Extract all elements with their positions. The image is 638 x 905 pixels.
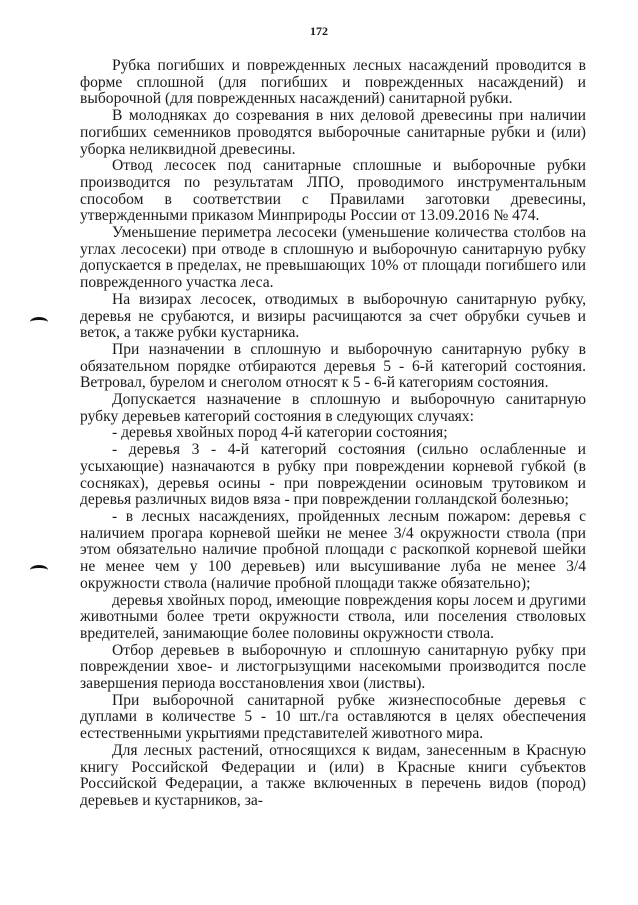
paragraph: Отвод лесосек под санитарные сплошные и выборочные рубки производится по результатам ЛПО, проводимого инструментальным способом в соответствии с Правилами заготовки древесины, утвержденными приказом Минприроды России от 13.09.2016 № 474. <box>80 157 586 225</box>
paragraph: При назначении в сплошную и выборочную санитарную рубку в обязательном порядке отбираются деревья 5 - 6-й категорий состояния. Ветровал, бурелом и снеголом относят к 5 - 6-й категориям состояния. <box>80 340 586 392</box>
paragraph: Для лесных растений, относящихся к видам, занесенным в Красную книгу Российской Федерации и (или) в Красные книги субъектов Российской Федерации, а также включенных в перечень видов (пород) деревьев и кустарников, за- <box>80 741 586 809</box>
punch-hole-mark-top <box>30 317 48 327</box>
list-item: - деревья 3 - 4-й категорий состояния (сильно ослабленные и усыхающие) назначаются в рубку при повреждении корневой губкой (в сосняках), деревья осины - при повреждении осиновым трутовиком и деревья различных видов вяза - при повреждении голландской болезнью; <box>80 441 586 509</box>
body-text <box>80 58 586 810</box>
page-number: 172 <box>310 24 328 38</box>
paragraph: деревья хвойных пород, имеющие повреждения коры лосем и другими животными более трети окружности ствола, или поселения стволовых вредителей, занимающие более половины окружности ствола. <box>80 591 586 642</box>
paragraph: Допускается назначение в сплошную и выборочную санитарную рубку деревьев категорий состояния в следующих случаях: <box>80 391 586 425</box>
list-item: - в лесных насаждениях, пройденных лесным пожаром: деревья с наличием прогара корневой шейки не менее 3/4 окружности ствола (при этом обязательно наличие пробной площади с раскопкой корневой шейки не менее чем у 100 деревьев) или высушивание луба не менее 3/4 окружности ствола (наличие пробной площади также обязательно); <box>80 507 586 592</box>
list-item: - деревья хвойных пород 4-й категории состояния; <box>112 424 448 442</box>
paragraph: При выборочной санитарной рубке жизнеспособные деревья с дуплами в количестве 5 - 10 шт./га оставляются в целях обеспечения естественными укрытиями представителей животного мира. <box>80 691 586 743</box>
paragraph: Рубка погибших и поврежденных лесных насаждений проводится в форме сплошной (для погибших и поврежденных насаждений) и выборочной (для поврежденных насаждений) санитарной рубки. <box>80 57 586 108</box>
punch-hole-mark-bottom <box>30 565 48 575</box>
paragraph: В молодняках до созревания в них деловой древесины при наличии погибших семенников проводятся выборочные санитарные рубки и (или) уборка неликвидной древесины. <box>80 107 586 158</box>
paragraph: Отбор деревьев в выборочную и сплошную санитарную рубку при повреждении хвое- и листогрызущими насекомыми производится после завершения периода восстановления хвои (листвы). <box>80 641 586 693</box>
paragraph: На визирах лесосек, отводимых в выборочную санитарную рубку, деревья не срубаются, и визиры расчищаются за счет обрубки сучьев и веток, а также рубки кустарника. <box>80 290 586 342</box>
paragraph: Уменьшение периметра лесосеки (уменьшение количества столбов на углах лесосеки) при отводе в сплошную и выборочную санитарную рубку допускается в пределах, не превышающих 10% от площади погибшего или поврежденного участка леса. <box>80 224 586 292</box>
